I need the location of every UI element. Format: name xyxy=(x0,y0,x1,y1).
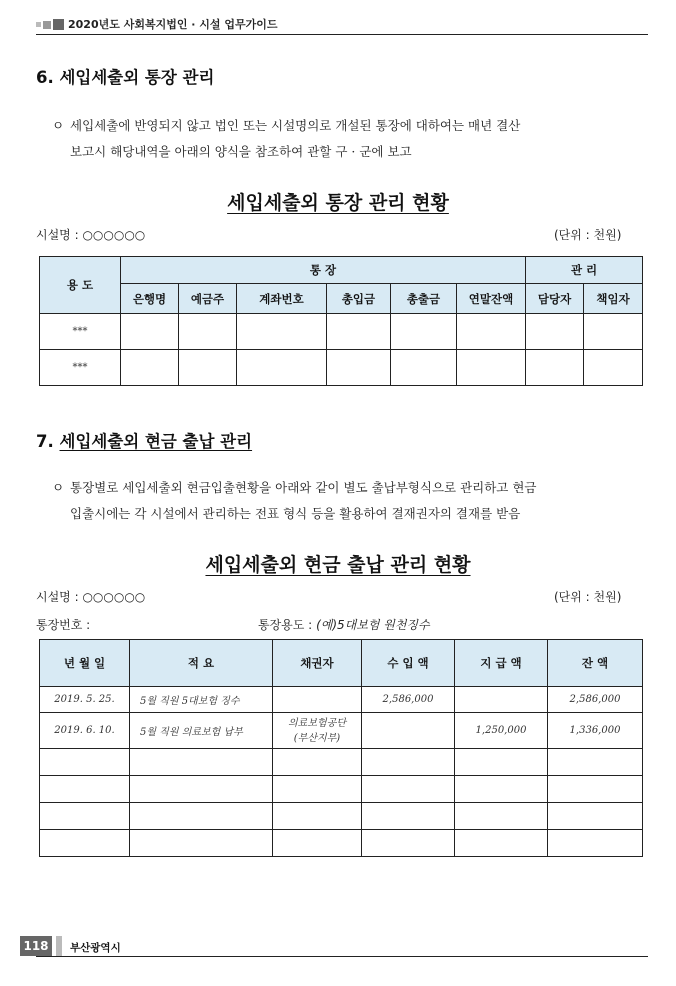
col-group-manage: 관 리 xyxy=(526,257,643,284)
section7-paragraph xyxy=(52,475,652,527)
page-header xyxy=(36,14,648,35)
balance-cell: 2,586,000 xyxy=(548,687,643,713)
date-cell: 2019. 5. 25. xyxy=(40,687,130,713)
creditor-cell xyxy=(273,687,362,713)
footer-city: 부산광역시 xyxy=(70,942,121,954)
footer-bar xyxy=(56,936,62,956)
table-row xyxy=(40,713,643,749)
col-account-number: 계좌번호 xyxy=(237,284,327,314)
table-row xyxy=(40,830,643,857)
col-date: 년 월 일 xyxy=(40,640,130,687)
table-row xyxy=(40,749,643,776)
col-purpose: 용 도 xyxy=(40,257,121,314)
section7-title-number: 7. xyxy=(36,432,60,451)
section7-title xyxy=(36,428,252,452)
description-cell: 5월 직원 의료보험 납부 xyxy=(130,713,273,749)
table-row xyxy=(40,350,643,386)
description-cell: 5월 직원 5대보험 징수 xyxy=(130,687,273,713)
creditor-branch: (부산지부) xyxy=(293,732,341,744)
date-cell: 2019. 6. 10. xyxy=(40,713,130,749)
creditor-cell xyxy=(273,713,362,749)
bullet: ㅇ xyxy=(52,480,65,495)
col-group-account: 통 장 xyxy=(121,257,526,284)
col-description: 적 요 xyxy=(130,640,273,687)
header-marks-icon xyxy=(36,19,66,30)
section7-unit: (단위 : 천원) xyxy=(554,590,622,604)
col-creditor: 채권자 xyxy=(273,640,362,687)
section7-title-text: 세입세출외 현금 출납 관리 xyxy=(59,432,253,451)
account-use-label: 통장용도 : xyxy=(258,618,313,632)
section6-unit: (단위 : 천원) xyxy=(554,228,622,242)
col-income: 수 입 액 xyxy=(362,640,455,687)
col-total-out: 총출금 xyxy=(391,284,457,314)
income-cell xyxy=(362,713,455,749)
payment-cell: 1,250,000 xyxy=(455,713,548,749)
col-year-end-balance: 연말잔액 xyxy=(457,284,526,314)
section6-paragraph xyxy=(52,113,652,165)
balance-cell: 1,336,000 xyxy=(548,713,643,749)
col-manager: 담당자 xyxy=(526,284,584,314)
section7-facility: 시설명 : ○○○○○○ xyxy=(36,590,146,604)
section7-line2: 입출시에는 각 시설에서 관리하는 전표 형식 등을 활용하여 결재권자의 결재를 받음 xyxy=(70,506,521,521)
section6-facility: 시설명 : ○○○○○○ xyxy=(36,228,146,242)
section7-table-title: 세입세출외 현금 출납 관리 현황 xyxy=(205,554,471,576)
section6-title: 6. 세입세출외 통장 관리 xyxy=(36,68,215,87)
purpose-cell: *** xyxy=(40,314,121,350)
col-responsible: 책임자 xyxy=(584,284,643,314)
section6-line2: 보고시 해당내역을 아래의 양식을 참조하여 관할 구 · 군에 보고 xyxy=(70,144,412,159)
bullet: ㅇ xyxy=(52,118,65,133)
section6-table-title: 세입세출외 통장 관리 현황 xyxy=(227,192,449,214)
table-row xyxy=(40,803,643,830)
purpose-cell: *** xyxy=(40,350,121,386)
table-row xyxy=(40,776,643,803)
payment-cell xyxy=(455,687,548,713)
col-holder: 예금주 xyxy=(179,284,237,314)
account-table xyxy=(39,256,643,386)
page-number: 118 xyxy=(20,936,52,956)
table-row xyxy=(40,687,643,713)
income-cell: 2,586,000 xyxy=(362,687,455,713)
col-balance: 잔 액 xyxy=(548,640,643,687)
table-row xyxy=(40,314,643,350)
cash-ledger-table xyxy=(39,639,643,857)
col-payment: 지 급 액 xyxy=(455,640,548,687)
creditor-name: 의료보험공단 xyxy=(288,717,346,729)
col-total-in: 총입금 xyxy=(327,284,391,314)
section6-line1: 세입세출에 반영되지 않고 법인 또는 시설명의로 개설된 통장에 대하여는 매년 결산 xyxy=(70,118,521,133)
account-use xyxy=(258,616,430,633)
section7-line1: 통장별로 세입세출외 현금입출현황을 아래와 같이 별도 출납부형식으로 관리하고 현금 xyxy=(70,480,537,495)
footer-divider xyxy=(36,956,648,957)
account-use-value: (예)5대보험 원천징수 xyxy=(316,618,430,632)
header-title: 2020년도 사회복지법인 · 시설 업무가이드 xyxy=(68,18,278,31)
col-bank: 은행명 xyxy=(121,284,179,314)
account-number-label: 통장번호 : xyxy=(36,618,91,632)
